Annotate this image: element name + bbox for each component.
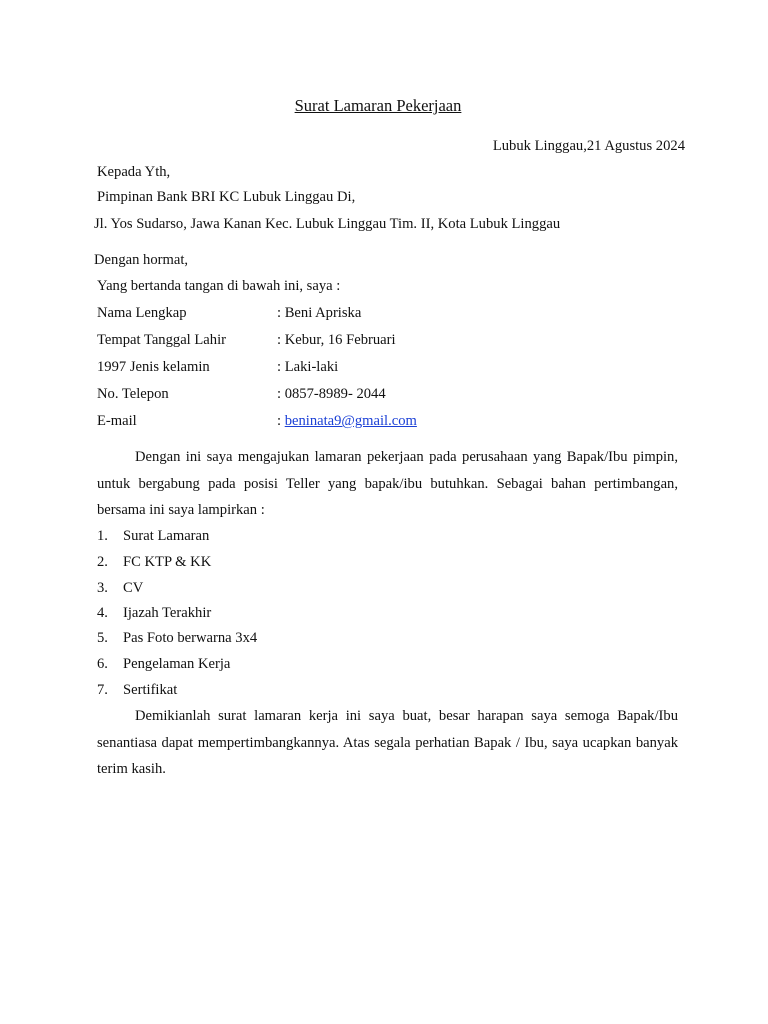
field-value-name: : Beni Apriska [277,305,362,321]
list-item: Sertifikat [123,682,178,698]
field-label-birth: Tempat Tanggal Lahir [97,332,226,348]
list-item-number: 3. [97,580,108,596]
place-date: Lubuk Linggau,21 Agustus 2024 [492,138,685,154]
field-value-birth: : Kebur, 16 Februari [277,332,396,348]
field-label-phone: No. Telepon [97,386,169,402]
greeting: Dengan hormat, [94,252,189,268]
field-value-phone: : 0857-8989- 2044 [277,386,386,402]
closing-paragraph [97,703,678,783]
list-item: Ijazah Terakhir [123,605,212,621]
list-item: CV [123,580,144,596]
list-item: Pengelaman Kerja [123,656,231,672]
body-paragraph-text: Dengan ini saya mengajukan lamaran pekerjaan pada perusahaan yang Bapak/Ibu pimpin, untuk bergabung pada posisi Teller yang bapak/ibu butuhkan. Sebagai bahan pertimbangan, bersama ini saya lampirkan : [97,449,678,518]
intro-line: Yang bertanda tangan di bawah ini, saya : [97,278,341,294]
list-item-number: 5. [97,630,108,646]
recipient-line-1: Kepada Yth, [97,164,171,180]
email-link[interactable]: beninata9@gmail.com [284,413,417,429]
list-item-number: 2. [97,554,108,570]
field-value-email [277,412,417,430]
letter-title: Surat Lamaran Pekerjaan [294,96,462,115]
recipient-line-2: Pimpinan Bank BRI KC Lubuk Linggau Di, [97,189,356,205]
list-item-number: 1. [97,528,108,544]
body-paragraph [97,444,678,524]
field-label-gender: 1997 Jenis kelamin [97,359,210,375]
list-item-number: 6. [97,656,108,672]
list-item: Surat Lamaran [123,528,210,544]
field-label-name: Nama Lengkap [97,305,187,321]
field-label-email: E-mail [97,413,137,429]
email-prefix: : [277,413,285,429]
field-value-gender: : Laki-laki [277,359,339,375]
closing-paragraph-text: Demikianlah surat lamaran kerja ini saya buat, besar harapan saya semoga Bapak/Ibu senantiasa dapat mempertimbangkannya. Atas segala perhatian Bapak / Ibu, saya ucapkan banyak terim kasih. [97,708,678,777]
list-item: Pas Foto berwarna 3x4 [123,630,258,646]
list-item-number: 4. [97,605,108,621]
list-item: FC KTP & KK [123,554,212,570]
recipient-address: Jl. Yos Sudarso, Jawa Kanan Kec. Lubuk Linggau Tim. II, Kota Lubuk Linggau [94,216,561,232]
list-item-number: 7. [97,682,108,698]
